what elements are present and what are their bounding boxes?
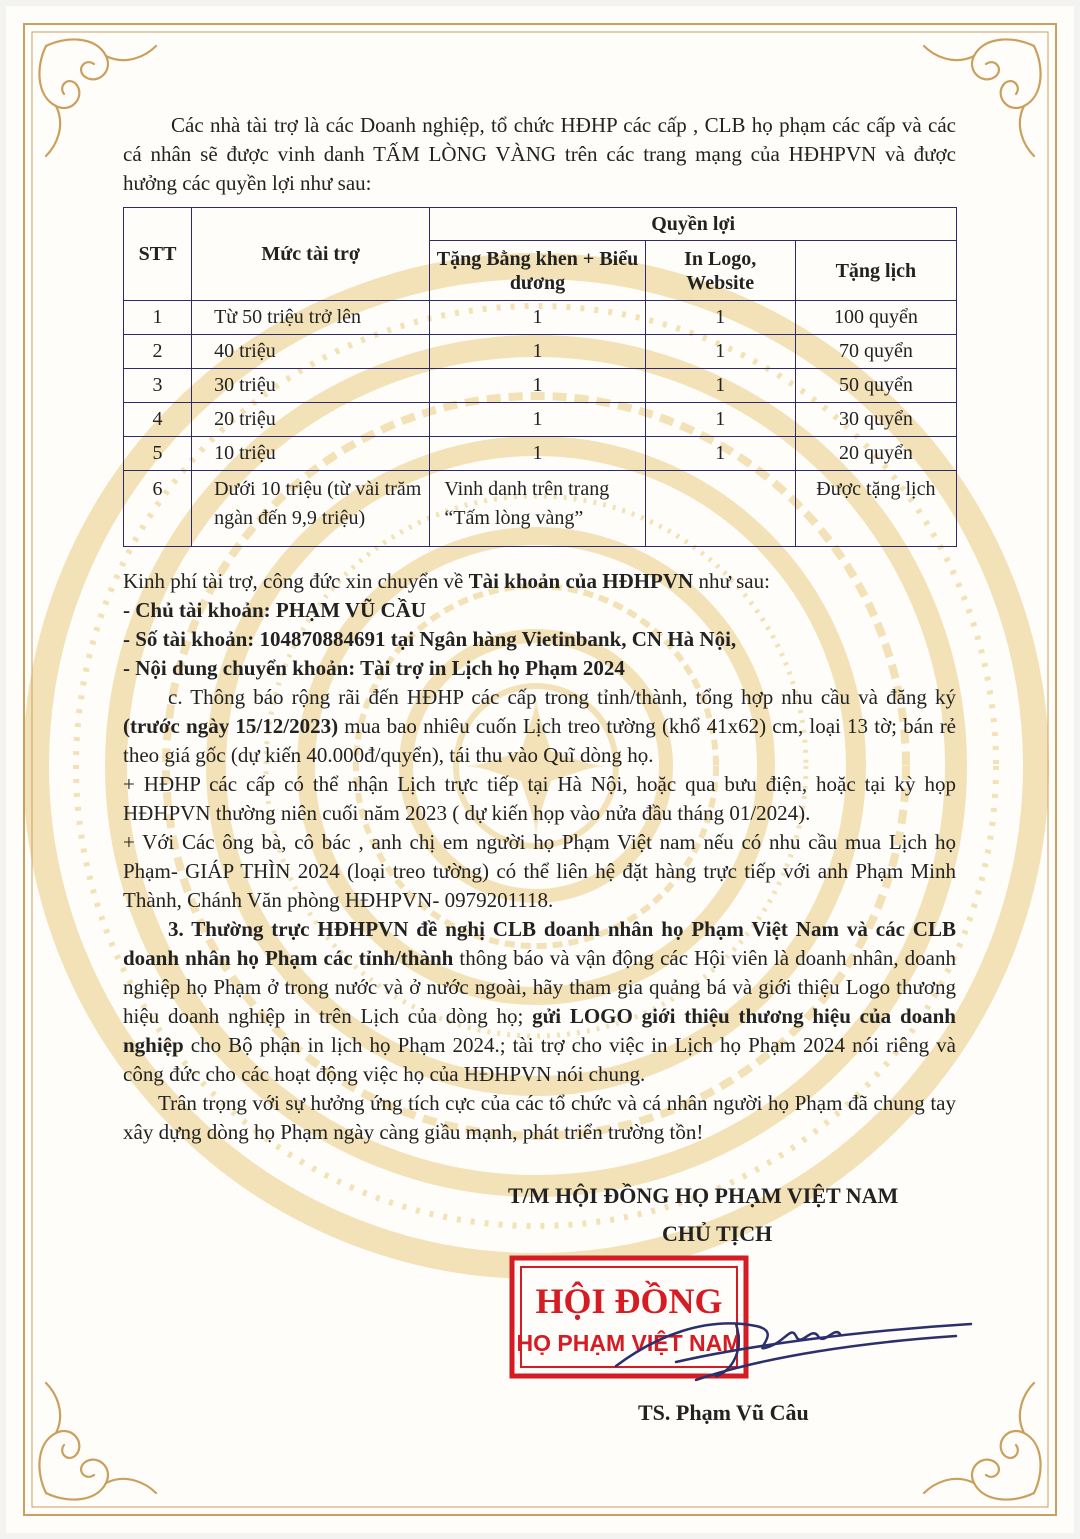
table-row (124, 403, 957, 437)
cell-award: Vinh danh trên trang “Tấm lòng vàng” (430, 471, 645, 547)
cell-calendar: 50 quyển (795, 369, 956, 403)
cell-logo: 1 (645, 437, 795, 471)
header-level: Mức tài trợ (192, 208, 430, 301)
cell-level: 30 triệu (192, 369, 430, 403)
cell-level: Dưới 10 triệu (từ vài trăm ngàn đến 9,9 triệu) (192, 471, 430, 547)
cell-calendar: 30 quyển (795, 403, 956, 437)
cell-stt: 6 (124, 471, 192, 547)
header-benefits: Quyền lợi (430, 208, 957, 241)
table-row (124, 369, 957, 403)
cell-award: 1 (430, 369, 645, 403)
account-intro: Kinh phí tài trợ, công đức xin chuyển về Tài khoản của HĐHPVN như sau: (123, 569, 770, 593)
cell-award: 1 (430, 335, 645, 369)
paragraph-c: c. Thông báo rộng rãi đến HĐHP các cấp trong tỉnh/thành, tổng hợp nhu cầu và đăng ký (trước ngày 15/12/2023) mua bao nhiêu cuốn Lịch treo tường (khổ 41x62) cm, loại 13 tờ; bán rẻ theo giá gốc (dự kiến 40.000đ/quyển), tái thu vào Quĩ dòng họ. (123, 685, 957, 767)
header-award: Tặng Bằng khen + Biểu dương (430, 241, 645, 301)
closing-paragraph: Trân trọng với sự hưởng ứng tích cực của các tổ chức và cá nhân người họ Phạm đã chung tay xây dựng dòng họ Phạm ngày càng giầu mạnh, phát triển trường tồn! (123, 1091, 956, 1144)
header-stt: STT (124, 208, 192, 301)
cell-calendar: Được tặng lịch (795, 471, 956, 547)
signatory-name: TS. Phạm Vũ Câu (638, 1400, 809, 1425)
cell-logo: 1 (645, 335, 795, 369)
cell-calendar: 20 quyển (795, 437, 956, 471)
document-page (6, 6, 1074, 1533)
table-row (124, 471, 957, 547)
cell-stt: 2 (124, 335, 192, 369)
table-row (124, 301, 957, 335)
cell-logo: 1 (645, 369, 795, 403)
cell-stt: 5 (124, 437, 192, 471)
cell-stt: 4 (124, 403, 192, 437)
stamp-line-1: HỘI ĐỒNG (535, 1281, 723, 1321)
paragraph-receive: + HĐHP các cấp có thể nhận Lịch trực tiếp tại Hà Nội, hoặc qua bưu điện, hoặc tại kỳ họp HĐHPVN thường niên cuối năm 2023 ( dự kiến họp vào nửa đầu tháng 01/2024). (123, 772, 956, 825)
account-holder: - Chủ tài khoản: PHẠM VŨ CẦU (123, 598, 426, 622)
cell-calendar: 70 quyển (795, 335, 956, 369)
handwritten-signature (596, 1296, 976, 1386)
paragraph-order: + Với Các ông bà, cô bác , anh chị em người họ Phạm Việt nam nếu có nhu cầu mua Lịch họ Phạm- GIÁP THÌN 2024 (loại treo tường) có thể liên hệ đặt hàng trực tiếp với anh Phạm Minh Thành, Chánh Văn phòng HĐHPVN- 0979201118. (123, 830, 956, 912)
signature-title: CHỦ TỊCH (662, 1221, 773, 1246)
cell-logo: 1 (645, 301, 795, 335)
intro-paragraph: Các nhà tài trợ là các Doanh nghiệp, tổ chức HĐHP các cấp , CLB họ phạm các cấp và các cá nhân sẽ được vinh danh TẤM LÒNG VÀNG trên các trang mạng của HĐHPVN và được hưởng các quyền lợi như sau: (123, 113, 956, 195)
cell-award: 1 (430, 437, 645, 471)
cell-level: 20 triệu (192, 403, 430, 437)
transfer-content: - Nội dung chuyển khoản: Tài trợ in Lịch họ Phạm 2024 (123, 656, 625, 680)
table-row (124, 335, 957, 369)
cell-level: 10 triệu (192, 437, 430, 471)
cell-calendar: 100 quyển (795, 301, 956, 335)
cell-logo: 1 (645, 403, 795, 437)
sponsorship-benefits-table (123, 207, 957, 547)
cell-stt: 3 (124, 369, 192, 403)
header-calendar: Tặng lịch (795, 241, 956, 301)
cell-level: 40 triệu (192, 335, 430, 369)
table-row (124, 437, 957, 471)
cell-award: 1 (430, 301, 645, 335)
stamp-line-2: HỌ PHẠM VIỆT NAM (516, 1330, 742, 1356)
cell-level: Từ 50 triệu trở lên (192, 301, 430, 335)
cell-logo (645, 471, 795, 547)
signature-org: T/M HỘI ĐỒNG HỌ PHẠM VIỆT NAM (508, 1183, 899, 1208)
paragraph-3: 3. Thường trực HĐHPVN đề nghị CLB doanh nhân họ Phạm Việt Nam và các CLB doanh nhân họ Phạm các tỉnh/thành thông báo và vận động các Hội viên là doanh nhân, doanh nghiệp họ Phạm ở trong nước và ở nước ngoài, hãy tham gia quảng bá và giới thiệu Logo thương hiệu doanh nghiệp in trên Lịch của dòng họ; gửi LOGO giới thiệu thương hiệu của doanh nghiệp cho Bộ phận in lịch họ Phạm 2024.; tài trợ cho việc in Lịch họ Phạm 2024 nói riêng và công đức cho các hoạt động việc họ của HĐHPVN nói chung. (123, 917, 956, 1086)
cell-award: 1 (430, 403, 645, 437)
account-number: - Số tài khoản: 104870884691 tại Ngân hàng Vietinbank, CN Hà Nội, (123, 627, 737, 651)
cell-stt: 1 (124, 301, 192, 335)
header-logo: In Logo, Website (645, 241, 795, 301)
